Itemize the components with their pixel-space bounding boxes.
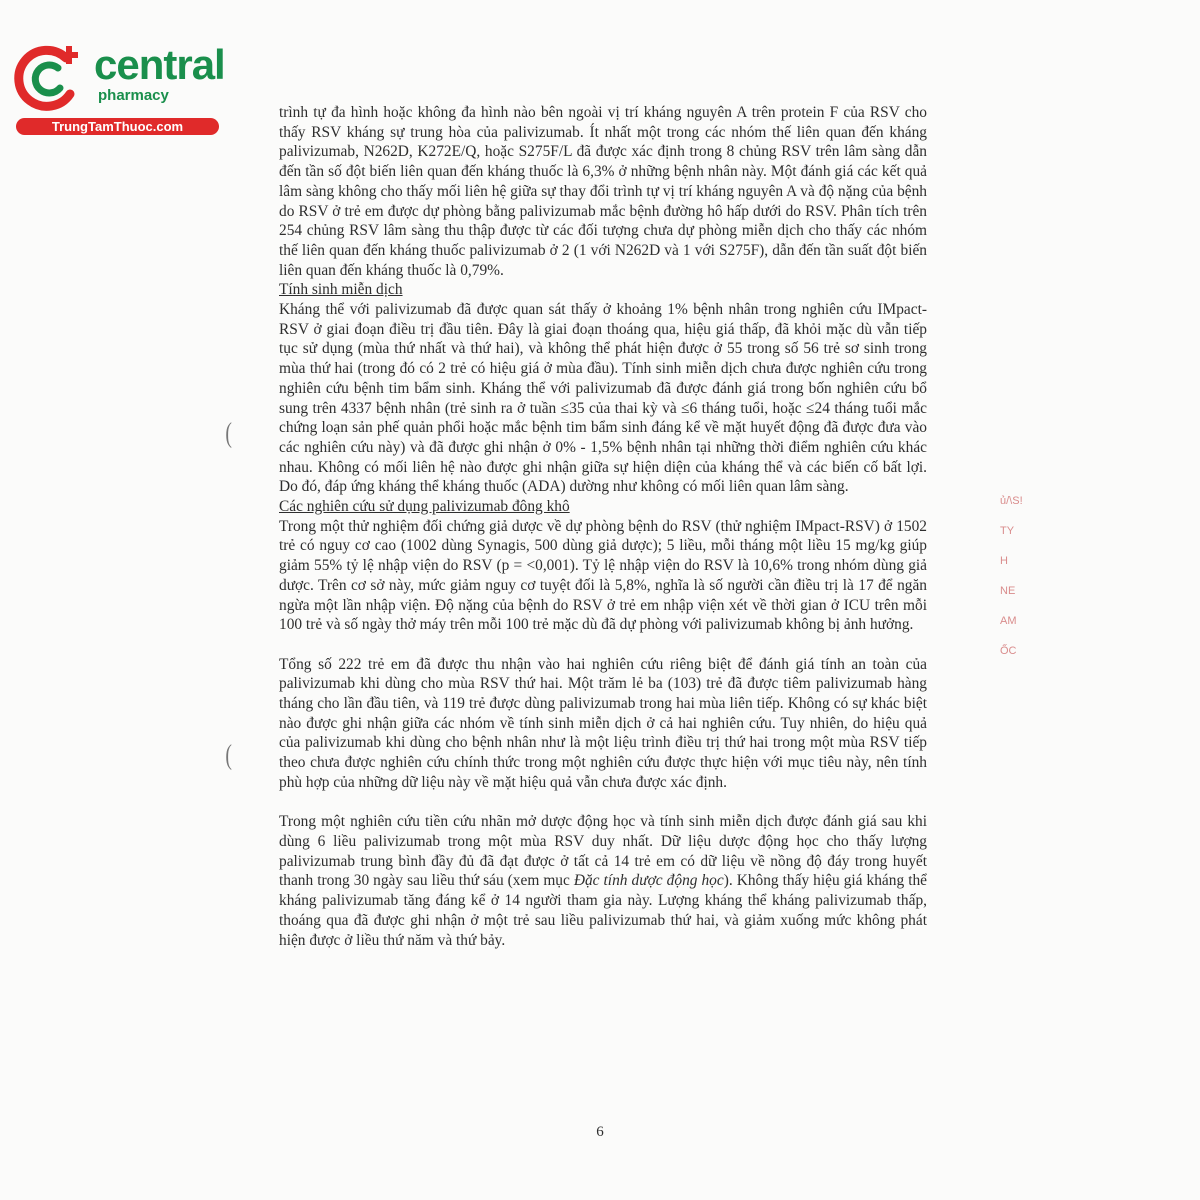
stamp-text: ủ/\S! <box>1000 495 1023 507</box>
impact-rsv-paragraph: Trong một thử nghiệm đối chứng giả dược về dự phòng bệnh do RSV (thử nghiệm IMpact-RSV) ở 1502 trẻ có nguy cơ cao (1002 dùng Synagis, 500 dùng giả dược); 5 liều, mỗi tháng một liều 15 mg/kg giúp giảm 55% tỷ lệ nhập viện do RSV (p = <0,001). Tỷ lệ nhập viện do RSV là 10,6% trong nhóm dùng giả dược. Trên cơ sở này, mức giảm nguy cơ tuyệt đối là 5,8%, nghĩa là số người cần điều trị là 17 để ngăn ngừa một lần nhập viện. Độ nặng của bệnh do RSV ở trẻ em nhập viện xét về thời gian ở ICU trên mỗi 100 trẻ và số ngày thở máy trên mỗi 100 trẻ mặc dù đã dự phòng với palivizumab không bị ảnh hưởng. <box>279 517 927 634</box>
immunogenicity-heading: Tính sinh miễn dịch <box>279 281 403 299</box>
logo-subtitle: pharmacy <box>98 87 169 104</box>
pharmacokinetics-paragraph <box>279 812 927 950</box>
lyophilized-studies-heading: Các nghiên cứu sử dụng palivizumab đông khô <box>279 498 570 516</box>
page-number: 6 <box>596 1124 604 1140</box>
punch-hole-mark: ( <box>225 418 232 449</box>
central-pharmacy-logo[interactable] <box>10 38 225 138</box>
immunogenicity-paragraph: Kháng thể với palivizumab đã được quan sát thấy ở khoảng 1% bệnh nhân trong nghiên cứu IMpact-RSV ở giai đoạn điều trị đầu tiên. Đây là giai đoạn thoáng qua, hiệu giá thấp, đã khỏi mặc dù vẫn tiếp tục sử dụng (mùa thứ nhất và thứ hai), và không thể phát hiện được ở 55 trong số 56 trẻ sơ sinh trong mùa thứ hai (trong đó có 2 trẻ có hiệu giá ở mùa đầu). Tính sinh miễn dịch chưa được nghiên cứu trong nghiên cứu bệnh tim bẩm sinh. Kháng thể với palivizumab đã được đánh giá trong bốn nghiên cứu bổ sung trên 4337 bệnh nhân (trẻ sinh ra ở tuần ≤35 của thai kỳ và ≤6 tháng tuổi, hoặc ≤24 tháng tuổi mắc chứng loạn sản phế quản phổi hoặc mắc bệnh tim bẩm sinh đáng kể về mặt huyết động đã được đưa vào các nghiên cứu này) và đã được ghi nhận ở 0% - 1,5% bệnh nhân tại những thời điểm nghiên cứu khác nhau. Không có mối liên hệ nào được ghi nhận giữa sự hiện diện của kháng thể và các biến cố bất lợi. Do đó, đáp ứng kháng thể kháng thuốc (ADA) dường như không có mối liên quan lâm sàng. <box>279 301 927 496</box>
stamp-text: NE <box>1000 585 1016 598</box>
intro-paragraph: trình tự đa hình hoặc không đa hình nào bên ngoài vị trí kháng nguyên A trên protein F của RSV cho thấy RSV kháng sự trung hòa của palivizumab. Ít nhất một trong các nhóm thế liên quan đến kháng palivizumab, N262D, K272E/Q, hoặc S275F/L đã được xác định trong 8 chủng RSV trên lâm sàng dẫn đến tần số đột biến liên quan đến kháng thuốc là 6,3% ở những bệnh nhân này. Một đánh giá các kết quả lâm sàng không cho thấy mối liên hệ giữa sự thay đổi trình tự vị trí kháng nguyên A và độ nặng của bệnh do RSV ở trẻ em được dự phòng bằng palivizumab mắc bệnh đường hô hấp dưới do RSV. Phân tích trên 254 chủng RSV lâm sàng thu thập được từ các đối tượng chưa dự phòng miễn dịch cho thấy các nhóm thế liên quan đến kháng thuốc palivizumab ở 2 (1 với N262D và 1 với S275F), dẫn đến tần suất đột biến liên quan đến kháng thuốc là 0,79%. <box>279 104 927 279</box>
stamp-text: ỐC <box>1000 645 1017 658</box>
document-page <box>279 103 927 950</box>
punch-hole-mark: ( <box>225 740 232 771</box>
pk-text-after: ). Không thấy hiệu giá kháng thể kháng palivizumab tăng đáng kể ở 14 người tham gia này. Lượng kháng thể kháng palivizumab thấp, thoáng qua đã được ghi nhận ở một trẻ sau liều palivizumab thứ hai, và giảm xuống mức không phát hiện được ở liều thứ năm và thứ bảy. <box>279 872 927 949</box>
logo-name: central <box>94 41 225 88</box>
second-season-paragraph: Tổng số 222 trẻ em đã được thu nhận vào hai nghiên cứu riêng biệt để đánh giá tính an toàn của palivizumab khi dùng cho mùa RSV thứ hai. Một trăm lẻ ba (103) trẻ đã được tiêm palivizumab hàng tháng cho lần đầu tiên, và 119 trẻ được dùng palivizumab trong hai mùa liên tiếp. Không có sự khác biệt nào được ghi nhận giữa các nhóm về tính sinh miễn dịch ở cả hai nghiên cứu. Tuy nhiên, do hiệu quả của palivizumab khi dùng cho bệnh nhân như là một liệu trình điều trị thứ hai trong một mùa RSV tiếp theo chưa được nghiên cứu chính thức trong một nghiên cứu được thực hiện với mục tiêu này, nên tính phù hợp của những dữ liệu này về mặt hiệu quả vẫn chưa được xác định. <box>279 655 927 791</box>
logo-url-badge[interactable]: TrungTamThuoc.com <box>16 118 219 135</box>
pharmacy-logo-icon <box>10 38 88 116</box>
pk-section-reference[interactable]: Đặc tính dược động học <box>573 872 724 890</box>
stamp-text: TY <box>1000 525 1015 538</box>
stamp-text: H <box>1000 555 1008 568</box>
stamp-text: AM <box>1000 615 1017 628</box>
red-stamp-fragment <box>1000 495 1026 676</box>
pk-text-before: Trong một nghiên cứu tiền cứu nhãn mở dược động học và tính sinh miễn dịch được đánh giá sau khi dùng 6 liều palivizumab trong một mùa RSV duy nhất. Dữ liệu dược động học cho thấy lượng palivizumab trung bình đầy đủ đã đạt được ở tất cả 14 trẻ em có dữ liệu về nồng độ đáy trong huyết thanh trong 30 ngày sau liều thứ sáu (xem mục <box>279 813 927 890</box>
